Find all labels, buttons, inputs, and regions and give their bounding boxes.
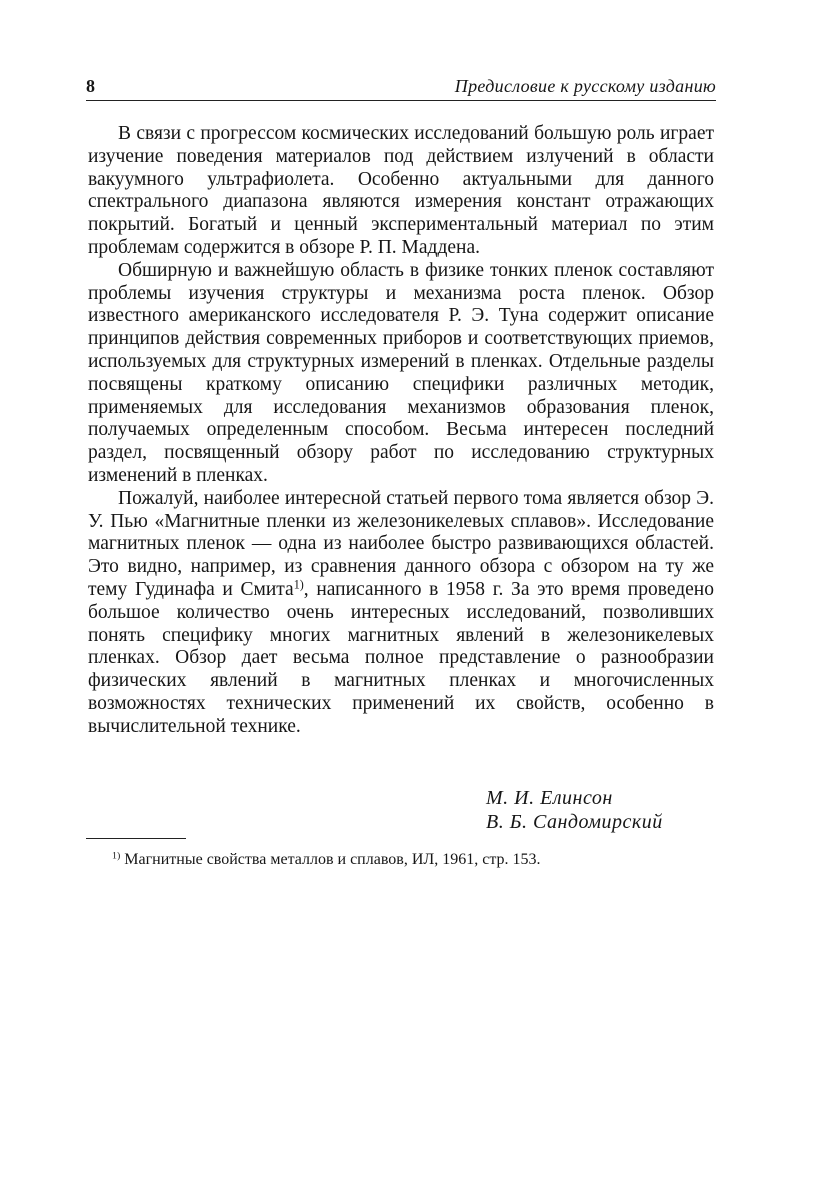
page-header: [86, 76, 716, 102]
page-number: 8: [86, 76, 95, 96]
paragraph-3: [88, 488, 714, 739]
signatures: [486, 786, 663, 834]
footnote-rule: [86, 838, 186, 839]
footnote-reference[interactable]: 1): [293, 577, 304, 592]
footnote-marker: 1): [112, 850, 121, 862]
paragraph-3-start: Пожалуй, наиболее интересной статьей первого тома является обзор Э. У. Пью «Магнитные пленки из железоникелевых сплавов». Исследование магнитных пленок — одна из наиболее быстро развивающихся областей. Это видно, например, из сравнения данного обзора с обзором на ту же тему Гудинафа и Смита: [88, 487, 714, 600]
footnote: [112, 850, 541, 870]
running-title: Предисловие к русскому изданию: [454, 76, 716, 96]
main-text: [88, 123, 714, 739]
footnote-text: Магнитные свойства металлов и сплавов, ИЛ, 1961, стр. 153.: [120, 851, 541, 868]
header-rule: [86, 100, 716, 101]
signature-author-2: В. Б. Сандомирский: [486, 811, 663, 833]
signature-author-1: М. И. Елинсон: [486, 787, 613, 809]
paragraph-2: Обширную и важнейшую область в физике тонких пленок составляют проблемы изучения структуры и механизма роста пленок. Обзор известного американского исследователя Р. Э. Туна содержит описание принципов действия современных приборов и соответствующих приемов, используемых для структурных измерений в пленках. Отдельные разделы посвящены краткому описанию специфики различных методик, применяемых для исследования механизмов образования пленок, получаемых определенным способом. Весьма интересен последний раздел, посвященный обзору работ по исследованию структурных изменений в пленках.: [88, 259, 714, 486]
paragraph-1: В связи с прогрессом космических исследований большую роль играет изучение поведения материалов под действием излучений в области вакуумного ультрафиолета. Особенно актуальными для данного спектрального диапазона являются измерения констант отражающих покрытий. Богатый и ценный экспериментальный материал по этим проблемам содержится в обзоре Р. П. Маддена.: [88, 123, 714, 258]
paragraph-3-end: , написанного в 1958 г. За это время проведено большое количество очень интересных исследований, позволивших понять специфику многих магнитных явлений в железоникелевых пленках. Обзор дает весьма полное представление о разнообразии физических явлений в магнитных пленках и многочисленных возможностях технических применений их свойств, особенно в вычислительной технике.: [88, 578, 714, 737]
